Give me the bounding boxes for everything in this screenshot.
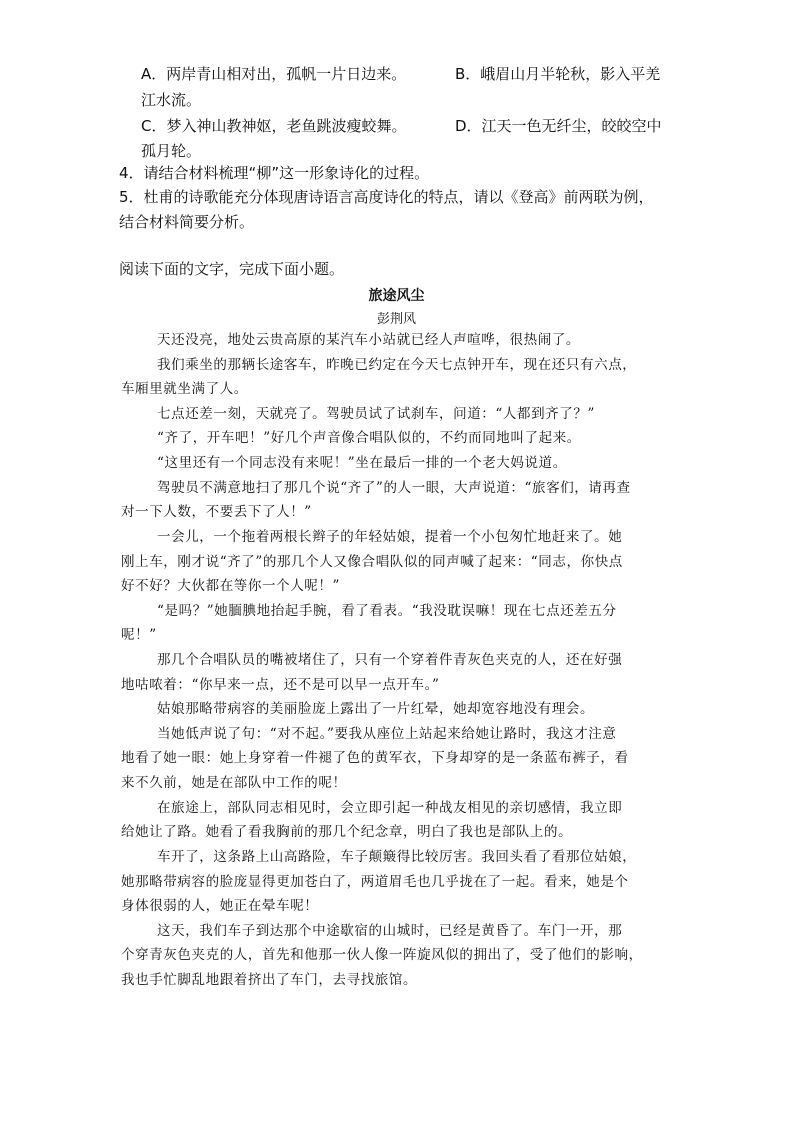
article-line: 驾驶员不满意地扫了那几个说“齐了”的人一眼，大声说道：“旅客们，请再查 <box>157 480 631 496</box>
article-line: “齐了，开车吧！”好几个声音像合唱队似的，不约而同地叫了起来。 <box>157 430 581 446</box>
article-line: 在旅途上，部队同志相见时，会立即引起一种战友相见的亲切感情，我立即 <box>157 800 623 816</box>
article-line: 这天，我们车子到达那个中途歇宿的山城时，已经是黄昏了。车门一开，那 <box>157 923 623 939</box>
article-line: 车开了，这条路上山高路险，车子颠簸得比较厉害。我回头看了看那位姑娘， <box>157 849 637 865</box>
article-line: 一会儿，一个拖着两根长辫子的年轻姑娘，提着一个小包匆忙地赶来了。她 <box>157 529 623 545</box>
article-line: 我们乘坐的那辆长途客车，昨晚已约定在今天七点钟开车，现在还只有六点， <box>157 357 637 373</box>
article-title: 旅途风尘 <box>368 288 425 304</box>
option-d: D．江天一色无纤尘，皎皎空中 <box>455 117 662 135</box>
article-line: 刚上车，刚才说“齐了”的那几个人又像合唱队似的同声喊了起来：“同志，你快点 <box>121 554 623 570</box>
option-c: C．梦入神山教神妪，老鱼跳波瘦蛟舞。 <box>141 117 407 135</box>
article-line: 天还没亮，地处云贵高原的某汽车小站就已经人声喧哗，很热闹了。 <box>157 332 580 348</box>
article-line: 地看了她一眼：她上身穿着一件褪了色的黄军衣，下身却穿的是一条蓝布裤子，看 <box>121 750 629 766</box>
article-line: 当她低声说了句：“对不起。”要我从座位上站起来给她让路时，我这才注意 <box>157 726 617 742</box>
question-5: 5．杜甫的诗歌能充分体现唐诗语言高度诗化的特点，请以《登高》前两联为例， <box>119 188 654 206</box>
reading-instruction: 阅读下面的文字，完成下面小题。 <box>119 260 345 278</box>
option-d-cont: 孤月轮。 <box>141 142 202 160</box>
article-line: 好不好？大伙都在等你一个人呢！” <box>121 578 341 594</box>
option-b: B．峨眉山月半轮秋，影入平羌 <box>455 65 661 83</box>
article-line: 那几个合唱队员的嘴被堵住了，只有一个穿着件青灰色夹克的人，还在好强 <box>157 652 623 668</box>
article-line: 七点还差一刻，天就亮了。驾驶员试了试刹车，问道：“人都到齐了？” <box>157 406 596 422</box>
article-line: 我也手忙脚乱地跟着挤出了车门，去寻找旅馆。 <box>121 972 418 988</box>
article-line: 地咕哝着：“你早来一点，还不是可以早一点开车。” <box>121 677 440 693</box>
article-line: 给她让了路。她看了看我胸前的那几个纪念章，明白了我也是部队上的。 <box>121 824 573 840</box>
article-line: 呢！” <box>121 627 157 643</box>
article-author: 彭荆风 <box>376 312 416 327</box>
article-line: 车厢里就坐满了人。 <box>121 381 248 397</box>
article-line: 对一下人数，不要丢下了人！” <box>121 504 312 520</box>
article-line: 她那略带病容的脸庞显得更加苍白了，两道眉毛也几乎拢在了一起。看来，她是个 <box>121 874 629 890</box>
article-line: “这里还有一个同志没有来呢！”坐在最后一排的一个老大妈说道。 <box>157 455 567 471</box>
question-4: 4．请结合材料梳理“柳”这一形象诗化的过程。 <box>119 164 430 182</box>
article-line: 身体很弱的人，她正在晕车呢！ <box>121 898 319 914</box>
article-line: 个穿青灰色夹克的人，首先和他那一伙人像一阵旋风似的拥出了，受了他们的影响， <box>121 947 643 963</box>
article-line: 姑娘那略带病容的美丽脸庞上露出了一片红晕，她却宽容地没有理会。 <box>157 701 595 717</box>
option-a: A．两岸青山相对出，孤帆一片日边来。 <box>141 65 407 83</box>
question-5-cont: 结合材料简要分析。 <box>119 213 255 231</box>
article-line: 来不久前，她是在部队中工作的呢！ <box>121 775 347 791</box>
article-line: “是吗？”她腼腆地抬起手腕，看了看表。“我没耽误嘛！现在七点还差五分 <box>157 603 617 619</box>
option-b-cont: 江水流。 <box>141 91 202 109</box>
